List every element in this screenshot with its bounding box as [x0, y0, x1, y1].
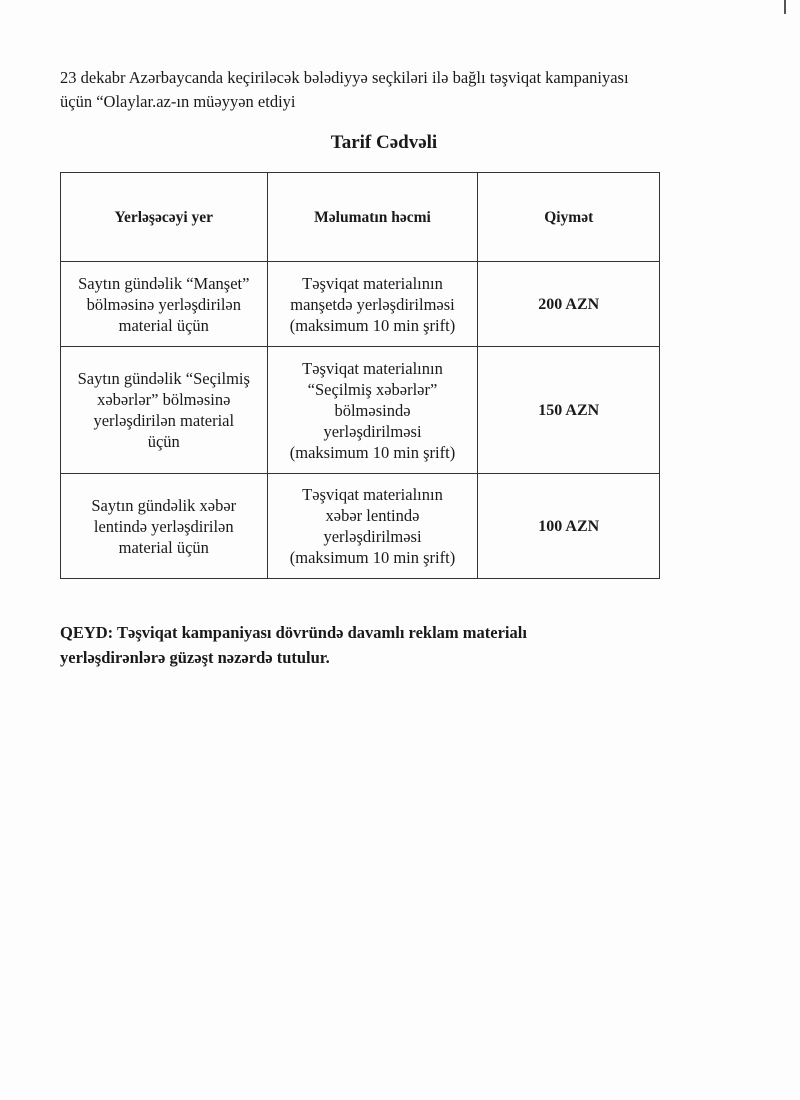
- cell-price: 100 AZN: [478, 474, 660, 579]
- table-row: [61, 262, 660, 347]
- cell-place: Saytın gündəlik “Seçilmiş xəbərlər” bölməsinə yerləşdirilən material üçün: [61, 347, 268, 474]
- header-price: Qiymət: [478, 173, 660, 262]
- cell-volume: Təşviqat materialının xəbər lentində yerləşdirilməsi (maksimum 10 min şrift): [267, 474, 478, 579]
- cell-volume: Təşviqat materialının “Seçilmiş xəbərlər” bölməsində yerləşdirilməsi (maksimum 10 min şrift): [267, 347, 478, 474]
- intro-line-1: 23 dekabr Azərbaycanda keçiriləcək bələdiyyə seçkiləri ilə bağlı təşviqat kampaniyası: [60, 68, 629, 87]
- table-row: [61, 347, 660, 474]
- document-title: Tarif Cədvəli: [330, 132, 438, 153]
- header-volume: Məlumatın həcmi: [267, 173, 478, 262]
- table-header-row: [61, 173, 660, 262]
- cell-place: Saytın gündəlik “Manşet” bölməsinə yerləşdirilən material üçün: [61, 262, 268, 347]
- cell-price: 200 AZN: [478, 262, 660, 347]
- note-paragraph: QEYD: Təşviqat kampaniyası dövründə davamlı reklam materialı yerləşdirənlərə güzəşt nəzərdə tutulur.: [60, 623, 527, 667]
- header-place: Yerləşəcəyi yer: [61, 173, 268, 262]
- cell-place: Saytın gündəlik xəbər lentində yerləşdirilən material üçün: [61, 474, 268, 579]
- intro-paragraph: [60, 66, 740, 114]
- scan-mark: [784, 0, 786, 14]
- table-row: [61, 474, 660, 579]
- cell-price: 150 AZN: [478, 347, 660, 474]
- cell-volume: Təşviqat materialının manşetdə yerləşdirilməsi (maksimum 10 min şrift): [267, 262, 478, 347]
- intro-line-2: üçün “Olaylar.az-ın müəyyən etdiyi: [60, 92, 296, 111]
- tariff-table: [60, 172, 660, 579]
